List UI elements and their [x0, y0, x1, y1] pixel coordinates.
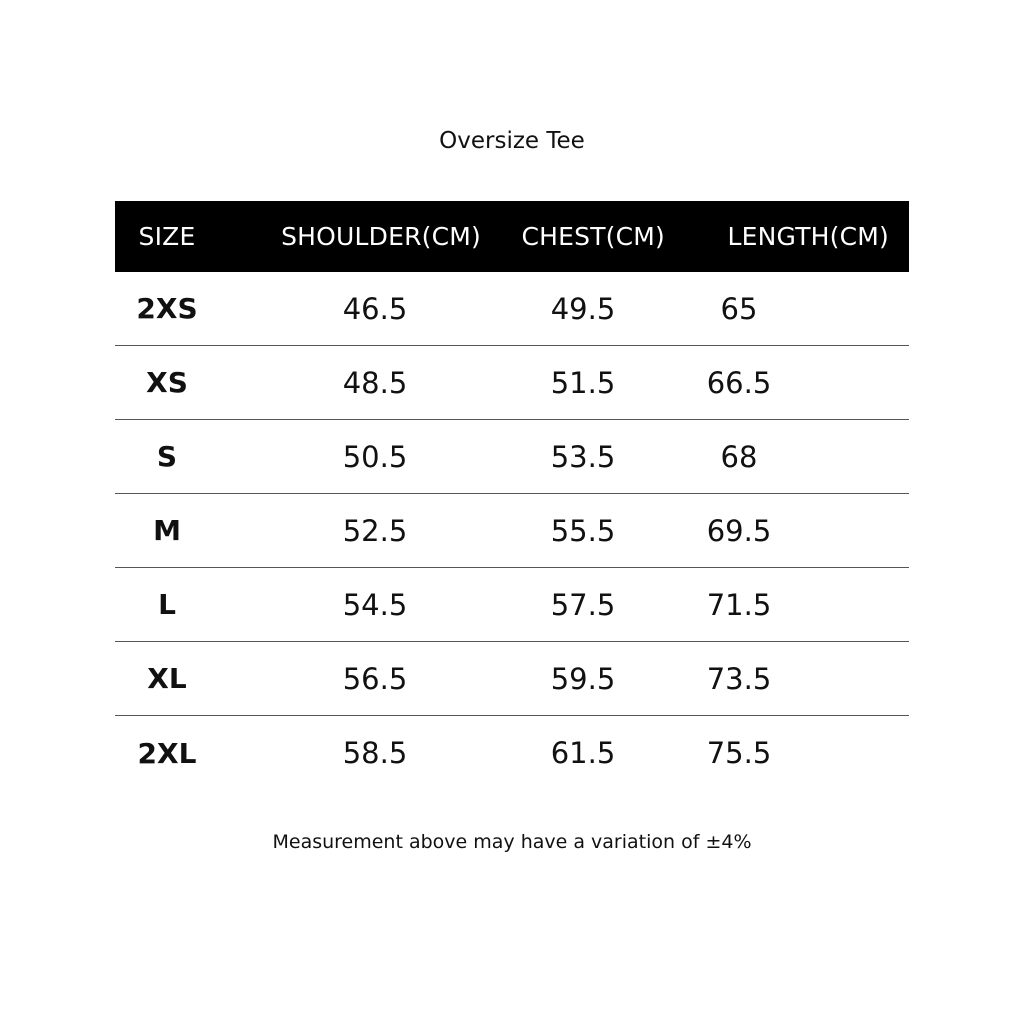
chest-cell: 59.5	[550, 661, 616, 696]
table-row	[115, 568, 909, 642]
length-cell: 71.5	[706, 587, 772, 622]
table-row	[115, 716, 909, 790]
variation-note: Measurement above may have a variation of ±4%	[272, 831, 752, 853]
shoulder-cell: 50.5	[342, 439, 408, 474]
size-cell: 2XS	[136, 292, 198, 325]
table-row	[115, 494, 909, 568]
size-cell: XS	[146, 366, 188, 399]
chest-cell: 49.5	[550, 291, 616, 326]
shoulder-cell: 48.5	[342, 365, 408, 400]
header-length: LENGTH(CM)	[727, 222, 889, 251]
size-cell: M	[153, 514, 181, 547]
size-cell: L	[158, 588, 176, 621]
shoulder-cell: 58.5	[342, 736, 408, 770]
length-cell: 65	[720, 291, 758, 326]
table-row	[115, 642, 909, 716]
length-cell: 68	[720, 439, 758, 474]
shoulder-cell: 56.5	[342, 661, 408, 696]
length-cell: 66.5	[706, 365, 772, 400]
header-chest: CHEST(CM)	[521, 222, 665, 251]
header-shoulder: SHOULDER(CM)	[281, 222, 481, 251]
shoulder-cell: 54.5	[342, 587, 408, 622]
table-row	[115, 346, 909, 420]
chest-cell: 57.5	[550, 587, 616, 622]
size-chart-table	[115, 201, 909, 790]
size-cell: XL	[147, 662, 187, 695]
length-cell: 75.5	[706, 736, 772, 770]
length-cell: 69.5	[706, 513, 772, 548]
chest-cell: 51.5	[550, 365, 616, 400]
size-cell: 2XL	[137, 736, 197, 770]
size-cell: S	[156, 440, 178, 473]
chart-title: Oversize Tee	[439, 128, 585, 154]
length-cell: 73.5	[706, 661, 772, 696]
table-header-row	[115, 201, 909, 272]
chest-cell: 53.5	[550, 439, 616, 474]
chest-cell: 55.5	[550, 513, 616, 548]
table-row	[115, 420, 909, 494]
header-size: SIZE	[138, 222, 196, 251]
table-row	[115, 272, 909, 346]
shoulder-cell: 46.5	[342, 291, 408, 326]
shoulder-cell: 52.5	[342, 513, 408, 548]
chest-cell: 61.5	[550, 736, 616, 770]
